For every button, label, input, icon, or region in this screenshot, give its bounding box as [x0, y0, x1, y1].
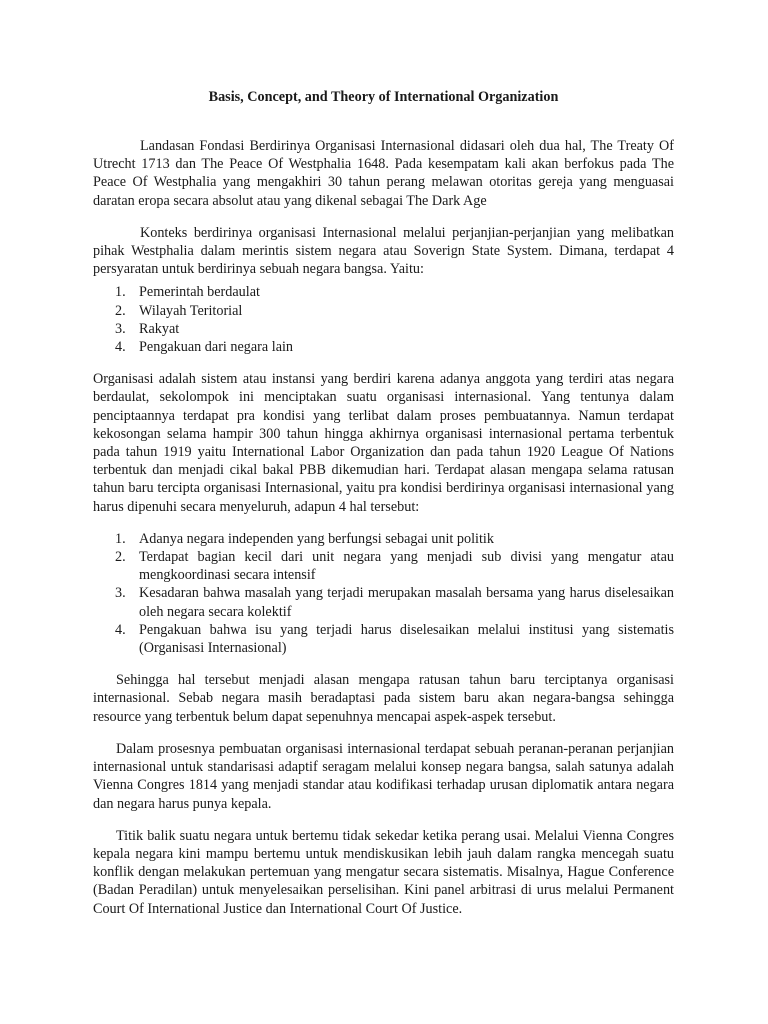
list-item-number: 1. — [115, 530, 126, 547]
list-item-number: 2. — [115, 302, 126, 319]
list-item-text: Rakyat — [139, 320, 180, 337]
list-item-text: Pemerintah berdaulat — [139, 284, 260, 301]
list-item — [93, 283, 674, 301]
list-item-number: 4. — [115, 339, 126, 356]
document-title: Basis, Concept, and Theory of International Organization — [208, 89, 559, 105]
list-state-requirements — [93, 283, 674, 356]
paragraph-sovereign-state: Konteks berdirinya organisasi Internasional melalui perjanjian-perjanjian yang melibatkan pihak Westphalia dalam merintis sistem negara atau Soverign State System. Dimana, terdapat 4 persyaratan untuk berdirinya sebuah negara bangsa. Yaitu: — [93, 224, 674, 278]
list-item-text: Pengakuan bahwa isu yang terjadi harus diselesaikan melalui institusi yang sistematis (Organisasi Internasional) — [139, 621, 674, 657]
document-page — [93, 88, 674, 918]
list-item-text: Wilayah Teritorial — [139, 302, 243, 319]
list-item — [93, 621, 674, 657]
list-item — [93, 548, 674, 584]
list-item-number: 2. — [115, 549, 126, 566]
list-item-number: 3. — [115, 320, 126, 337]
list-item — [93, 320, 674, 338]
paragraph-reason: Sehingga hal tersebut menjadi alasan mengapa ratusan tahun baru terciptanya organisasi internasional. Sebab negara masih beradaptasi pada sistem baru akan negara-bangsa sehingga resource yang terbentuk belum dapat sepenuhnya mencapai aspek-aspek tersebut. — [93, 672, 674, 725]
list-item-text: Adanya negara independen yang berfungsi sebagai unit politik — [139, 530, 494, 547]
paragraph-turning-point: Titik balik suatu negara untuk bertemu tidak sekedar ketika perang usai. Melalui Vienna Congres kepala negara kini mampu bertemu untuk mendiskusikan lebih jauh dalam rangka mencegah suatu konflik dengan melakukan pertemuan yang mengatur secara sistematis. Misalnya, Hague Conference (Badan Peradilan) untuk menyelesaikan perselisihan. Kini panel arbitrasi di urus melalui Permanent Court Of International Justice dan International Court Of Justice. — [93, 827, 674, 917]
list-item — [93, 338, 674, 356]
list-item — [93, 530, 674, 548]
list-preconditions — [93, 530, 674, 657]
list-item-text: Pengakuan dari negara lain — [139, 339, 294, 356]
paragraph-westphalia: Landasan Fondasi Berdirinya Organisasi Internasional didasari oleh dua hal, The Treaty Of Utrecht 1713 dan The Peace Of Westphalia 1648. Pada kesempatam kali akan berfokus pada The Peace Of Westphalia yang mengakhiri 30 tahun perang melawan otoritas gereja yang menguasai daratan eropa secara absolut atau yang dikenal sebagai The Dark Age — [93, 138, 674, 209]
list-item-number: 1. — [115, 284, 126, 301]
list-item-text: Terdapat bagian kecil dari unit negara yang menjadi sub divisi yang mengatur atau mengkoordinasi secara intensif — [139, 549, 674, 584]
list-item — [93, 302, 674, 320]
paragraph-vienna-congres: Dalam prosesnya pembuatan organisasi internasional terdapat sebuah peranan-peranan perjanjian internasional untuk standarisasi adaptif seragam melalui konsep negara bangsa, salah satunya adalah Vienna Congres 1814 yang menjadi standar atau kodifikasi terhadap urusan diplomatik antara negara dan negara harus punya kepala. — [93, 740, 674, 812]
list-item-number: 4. — [115, 621, 126, 638]
paragraph-organization-definition: Organisasi adalah sistem atau instansi yang berdiri karena adanya anggota yang terdiri atas negara berdaulat, sekolompok ini menciptakan suatu organisasi internasional. Yang tentunya dalam penciptaannya terdapat pra kondisi yang terlibat dalam proses pembuatannya. Namun terdapat kekosongan selama hampir 300 tahun hingga akhirnya organisasi internasional pertama terbentuk pada tahun 1919 yaitu International Labor Organization dan pada tahun 1920 League Of Nations terbentuk dan menjadi cikal bakal PBB dikemudian hari. Terdapat alasan mengapa selama ratusan tahun baru tercipta organisasi Internasional, yaitu pra kondisi berdirinya organisasi internasional yang harus dipenuhi secara menyeluruh, adapun 4 hal tersebut: — [93, 371, 674, 515]
list-item-text: Kesadaran bahwa masalah yang terjadi merupakan masalah bersama yang harus diselesaikan oleh negara secara kolektif — [139, 585, 674, 620]
list-item-number: 3. — [115, 585, 126, 602]
list-item — [93, 584, 674, 620]
